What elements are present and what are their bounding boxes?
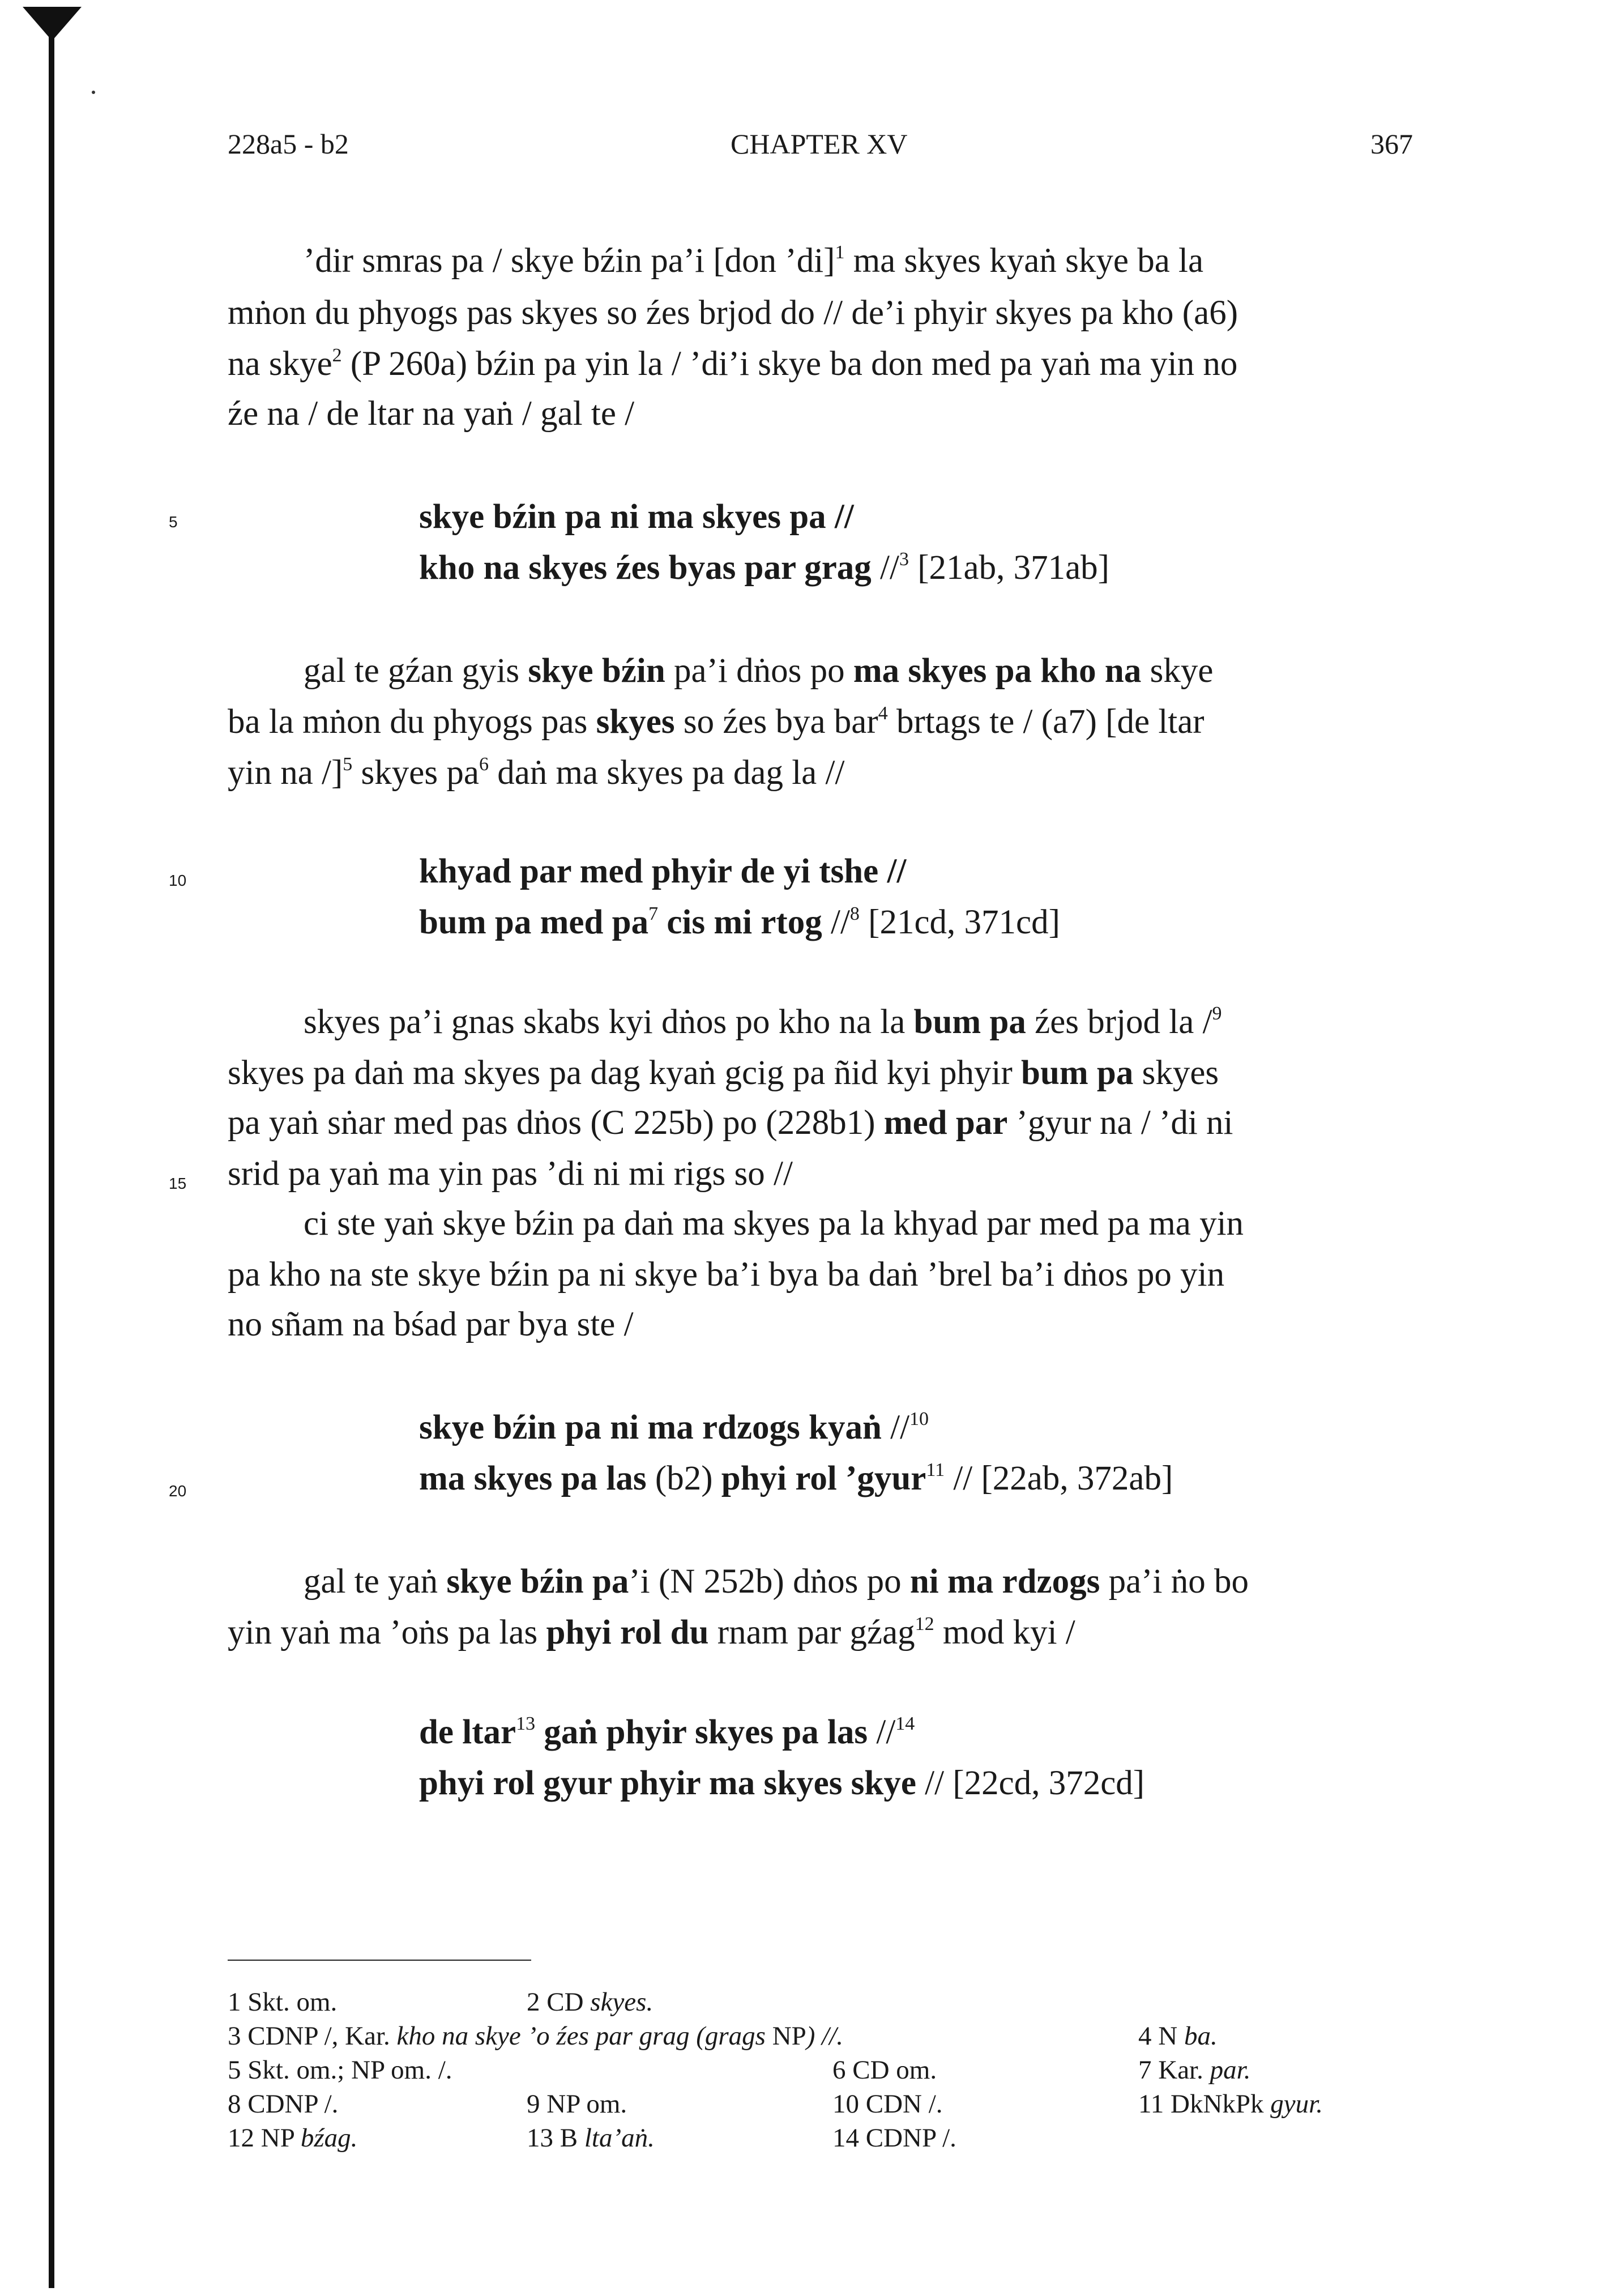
page-number: 367 xyxy=(1370,128,1413,160)
line-number: 20 xyxy=(169,1482,187,1500)
prose-line: na skye$^2$ (P 260a) bźin pa yin la / ’di’i skye ba don med pa yaṅ ma yin no xyxy=(228,345,1238,383)
prose-line: yin yaṅ ma ’oṅs pa las phyi rol du rnam par gźag$^{12}$ mod kyi / xyxy=(228,1614,1075,1651)
verse-line: phyi rol gyur phyir ma skyes skye // [22cd, 372cd] xyxy=(419,1764,1145,1802)
prose-line: ba la mṅon du phyogs pas skyes so źes bya bar$^4$ brtags te / (a7) [de ltar xyxy=(228,703,1205,741)
prose-line: ci ste yaṅ skye bźin pa daṅ ma skyes pa la khyad par med pa ma yin xyxy=(304,1205,1244,1243)
footnote: 2 CD skyes. xyxy=(527,1987,654,2017)
footnote-rule xyxy=(228,1960,531,1961)
footnote-ref: 7 xyxy=(648,903,659,924)
prose-line: gal te gźan gyis skye bźin pa’i dṅos po ma skyes pa kho na skye xyxy=(304,652,1214,690)
verse-line: ma skyes pa las (b2) phyi rol ’gyur$^{11}$ // [22ab, 372ab] xyxy=(419,1459,1173,1497)
verse-line: skye bźin pa ni ma rdzogs kyaṅ //$^{10}$ xyxy=(419,1409,929,1446)
footnote: 6 CD om. xyxy=(832,2055,937,2085)
prose-line: źe na / de ltar na yaṅ / gal te / xyxy=(228,395,635,433)
footnote-ref: 9 xyxy=(1212,1003,1222,1024)
footnote: 1 Skt. om. xyxy=(228,1987,338,2017)
footnote-ref: 10 xyxy=(909,1409,929,1429)
prose-line: no sñam na bśad par bya ste / xyxy=(228,1305,634,1343)
footnote: 13 B lta’aṅ. xyxy=(527,2123,655,2153)
prose-line: skyes pa daṅ ma skyes pa dag kyaṅ gcig pa ñid kyi phyir bum pa skyes xyxy=(228,1054,1219,1092)
line-number: 10 xyxy=(169,872,187,889)
footnote: 8 CDNP /. xyxy=(228,2089,339,2119)
binding-edge xyxy=(49,23,54,2288)
footnote-ref: 11 xyxy=(926,1459,945,1480)
footnote-ref: 8 xyxy=(849,903,860,924)
footnote: 4 N ba. xyxy=(1138,2021,1218,2051)
header-chapter-title: CHAPTER XV xyxy=(731,128,908,160)
prose-line: gal te yaṅ skye bźin pa’i (N 252b) dṅos po ni ma rdzogs pa’i ṅo bo xyxy=(304,1563,1249,1601)
prose-line: srid pa yaṅ ma yin pas ’di ni mi rigs so // xyxy=(228,1155,793,1193)
verse-line: kho na skyes źes byas par grag //$^3$ [21ab, 371ab] xyxy=(419,549,1109,587)
prose-line: skyes pa’i gnas skabs kyi dṅos po kho na la bum pa źes brjod la /$^9$ xyxy=(304,1003,1222,1041)
verse-line: skye bźin pa ni ma skyes pa // xyxy=(419,498,854,536)
verse-line: khyad par med phyir de yi tshe // xyxy=(419,852,907,890)
footnote: 12 NP bźag. xyxy=(228,2123,358,2153)
prose-line: pa yaṅ sṅar med pas dṅos (C 225b) po (228b1) med par ’gyur na / ’di ni xyxy=(228,1104,1233,1142)
footnote-ref: 6 xyxy=(479,754,489,775)
prose-line: yin na /]$^5$ skyes $pa^6$ daṅ ma skyes pa dag la // xyxy=(228,754,845,792)
footnote: 10 CDN /. xyxy=(832,2089,943,2119)
footnote: 5 Skt. om.; NP om. /. xyxy=(228,2055,452,2085)
line-number: 15 xyxy=(169,1175,187,1192)
footnote-ref: 14 xyxy=(895,1713,915,1734)
scan-speck xyxy=(92,91,95,94)
footnote-ref: 13 xyxy=(516,1713,536,1734)
footnote-ref: 4 xyxy=(878,703,888,724)
header-folio-range: 228a5 - b2 xyxy=(228,128,349,160)
footnote: 14 CDNP /. xyxy=(832,2123,956,2153)
footnote: 7 Kar. par. xyxy=(1138,2055,1251,2085)
prose-line: mṅon du phyogs pas skyes so źes brjod do // de’i phyir skyes pa kho (a6) xyxy=(228,294,1238,332)
verse-line: bum pa med $pa^7$ cis mi rtog //$^8$ [21cd, 371cd] xyxy=(419,903,1060,941)
footnote: 11 DkNkPk gyur. xyxy=(1138,2089,1323,2119)
footnote: 9 NP om. xyxy=(527,2089,627,2119)
footnote-ref: 2 xyxy=(332,345,342,366)
footnote-ref: 3 xyxy=(899,549,909,570)
footnote-ref: 1 xyxy=(835,242,845,263)
footnote-ref: 12 xyxy=(915,1614,934,1634)
prose-line: pa kho na ste skye bźin pa ni skye ba’i bya ba daṅ ’brel ba’i dṅos po yin xyxy=(228,1256,1225,1294)
footnote-ref: 5 xyxy=(343,754,353,775)
verse-line: de ltar$^{13}$ gaṅ phyir skyes pa las //$^{14}$ xyxy=(419,1713,915,1751)
prose-line: ’dir smras pa / skye bźin pa’i [don ’di]$^1$ ma skyes kyaṅ skye ba la xyxy=(304,242,1204,280)
line-number: 5 xyxy=(169,513,178,531)
footnote: 3 CDNP /, Kar. kho na skye ’o źes par grag (grags NP) //. xyxy=(228,2021,844,2051)
